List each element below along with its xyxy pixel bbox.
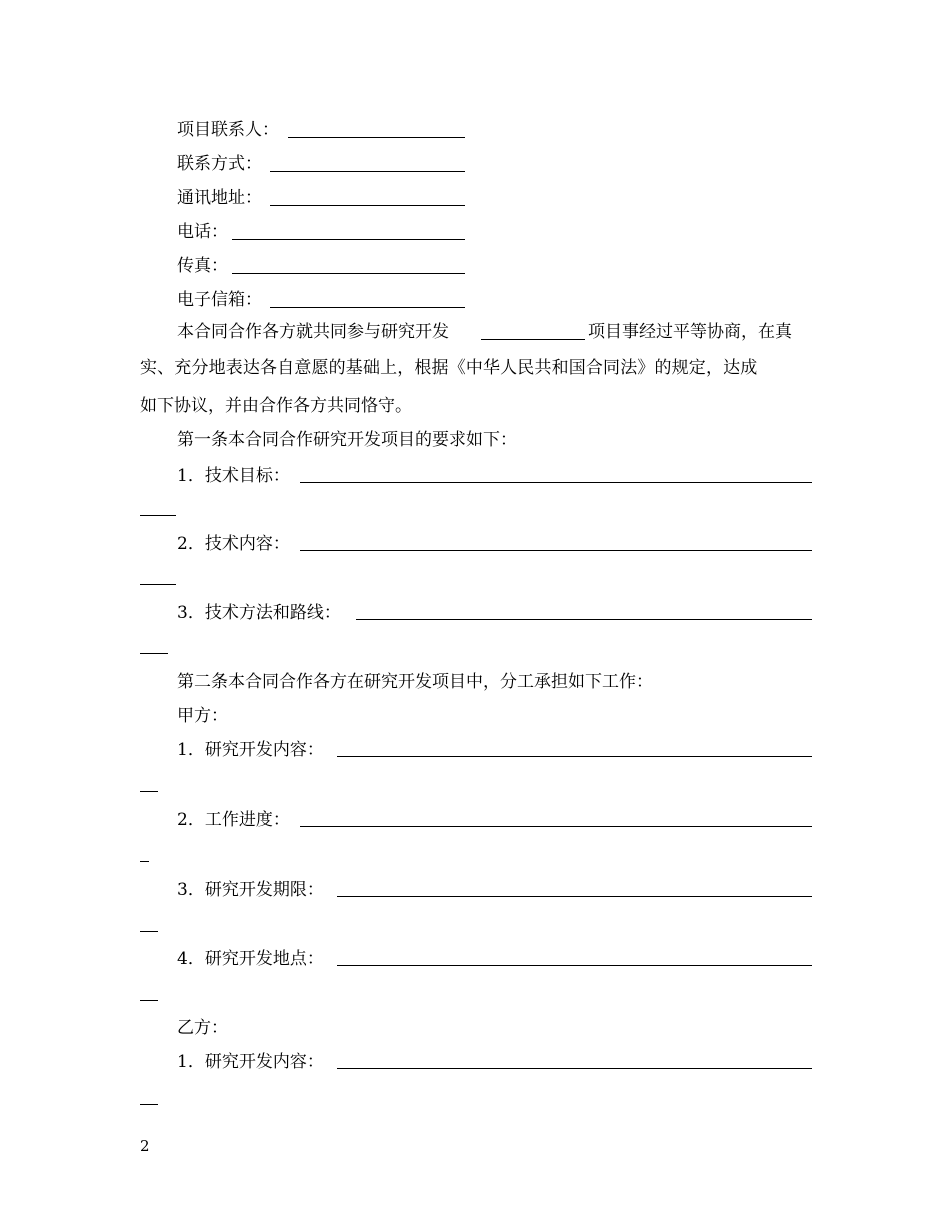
- phone-label: 电话：: [177, 222, 228, 242]
- contact-person-field[interactable]: [288, 137, 465, 138]
- tech-goal-field-wrap[interactable]: [140, 515, 176, 516]
- tech-content-field-wrap[interactable]: [140, 584, 176, 585]
- party-b-rd-content-label: 1．研究开发内容：: [177, 1052, 324, 1072]
- fax-field[interactable]: [232, 273, 465, 274]
- tech-content-field[interactable]: [300, 550, 812, 551]
- party-a-location-label: 4．研究开发地点：: [177, 949, 324, 969]
- tech-method-field-wrap[interactable]: [140, 653, 168, 654]
- party-a-period-label: 3．研究开发期限：: [177, 880, 324, 900]
- party-b-label: 乙方：: [177, 1018, 228, 1038]
- intro-line-3: 如下协议，并由合作各方共同恪守。: [140, 396, 412, 416]
- intro-line-2: 实、充分地表达各自意愿的基础上，根据《中华人民共和国合同法》的规定，达成: [140, 358, 758, 378]
- party-a-progress-field[interactable]: [300, 826, 812, 827]
- party-a-progress-label: 2．工作进度：: [177, 810, 290, 830]
- page-number: 2: [140, 1137, 150, 1155]
- contact-method-label: 联系方式：: [177, 154, 262, 174]
- article-1-heading: 第一条本合同合作研究开发项目的要求如下：: [177, 430, 517, 450]
- party-a-location-field[interactable]: [337, 965, 812, 966]
- project-name-field[interactable]: [481, 339, 585, 340]
- party-b-rd-content-field-wrap[interactable]: [140, 1104, 158, 1105]
- party-a-rd-content-field[interactable]: [337, 756, 812, 757]
- party-b-rd-content-field[interactable]: [337, 1068, 812, 1069]
- fax-label: 传真：: [177, 256, 228, 276]
- party-a-period-field-wrap[interactable]: [140, 931, 158, 932]
- party-a-rd-content-label: 1．研究开发内容：: [177, 740, 324, 760]
- party-a-rd-content-field-wrap[interactable]: [140, 791, 158, 792]
- party-a-label: 甲方：: [177, 706, 228, 726]
- article-2-heading: 第二条本合同合作各方在研究开发项目中，分工承担如下工作：: [177, 672, 653, 692]
- party-a-period-field[interactable]: [337, 896, 812, 897]
- email-label: 电子信箱：: [177, 290, 262, 310]
- address-label: 通讯地址：: [177, 188, 262, 208]
- party-a-location-field-wrap[interactable]: [140, 1000, 158, 1001]
- party-a-progress-field-wrap[interactable]: [140, 861, 149, 862]
- email-field[interactable]: [270, 307, 465, 308]
- tech-content-label: 2．技术内容：: [177, 534, 290, 554]
- intro-line-1a: 本合同合作各方就共同参与研究开发: [177, 322, 449, 342]
- intro-line-1b: 项目事经过平等协商，在真: [588, 322, 792, 342]
- address-field[interactable]: [270, 205, 465, 206]
- tech-method-field[interactable]: [356, 619, 812, 620]
- phone-field[interactable]: [232, 239, 465, 240]
- tech-goal-field[interactable]: [300, 482, 812, 483]
- tech-goal-label: 1．技术目标：: [177, 466, 290, 486]
- contact-person-label: 项目联系人：: [177, 120, 279, 140]
- contact-method-field[interactable]: [270, 171, 465, 172]
- tech-method-label: 3．技术方法和路线：: [177, 603, 341, 623]
